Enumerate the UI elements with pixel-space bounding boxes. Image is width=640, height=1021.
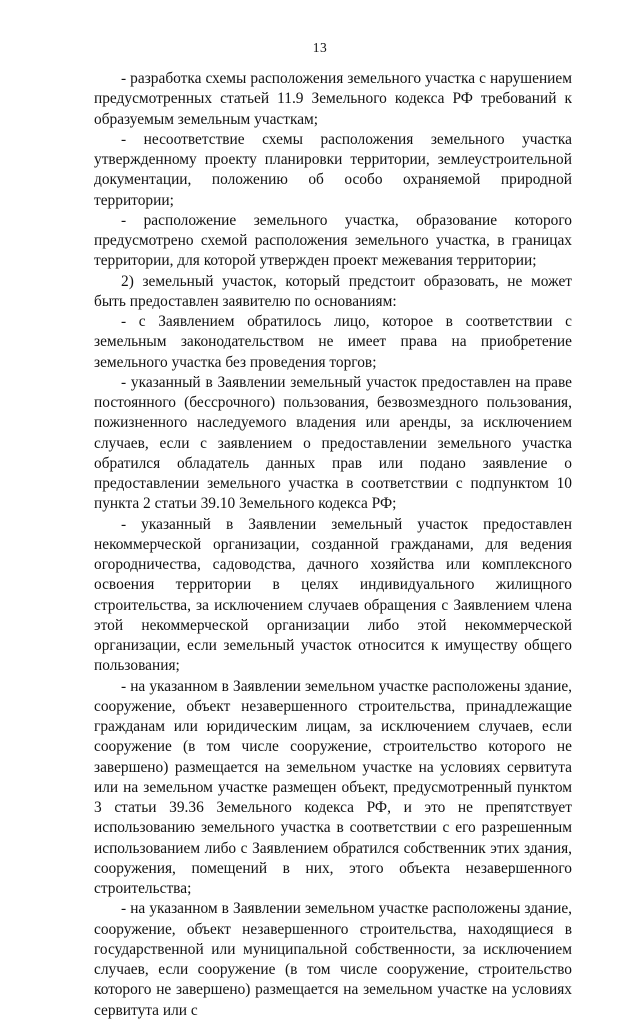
- paragraph-nonprofit-organization: - указанный в Заявлении земельный участок предоставлен некоммерческой организации, созданной гражданами, для ведения огородничества, садоводства, дачного хозяйства или комплексного освоения территории в целях индивидуального жилищного строительства, за исключением случаев обращения с Заявлением члена этой некоммерческой организации либо этой некоммерческой организации, если земельный участок относится к имуществу общего пользования;: [94, 515, 572, 675]
- paragraph-scheme-violation: - разработка схемы расположения земельного участка с нарушением предусмотренных статьей 11.9 Земельного кодекса РФ требований к образуемым земельным участкам;: [94, 70, 572, 128]
- page-number: 13: [312, 40, 328, 55]
- paragraph-applicant-no-right: - с Заявлением обратилось лицо, которое в соответствии с земельным законодательством не имеет права на приобретение земельного участка без проведения торгов;: [94, 313, 572, 371]
- paragraph-state-buildings: - на указанном в Заявлении земельном участке расположены здание, сооружение, объект незавершенного строительства, находящиеся в государственной или муниципальной собственности, за исключением случаев, если сооружение (в том числе сооружение, строительство которого не завершено) размещается на земельном участке на условиях сервитута или с: [94, 900, 572, 1019]
- document-body: [94, 69, 572, 1021]
- paragraph-item-2-intro: 2) земельный участок, который предстоит образовать, не может быть предоставлен заявителю по основаниям:: [94, 272, 572, 310]
- paragraph-plot-already-granted: - указанный в Заявлении земельный участок предоставлен на праве постоянного (бессрочного) пользования, безвозмездного пользования, пожизненного наследуемого владения или аренды, за исключением случаев, если с заявлением о предоставлении земельного участка обратился обладатель данных прав или подано заявление о предоставлении земельного участка в соответствии с подпунктом 10 пункта 2 статьи 39.10 Земельного кодекса РФ;: [94, 373, 572, 513]
- paragraph-scheme-mismatch: - несоответствие схемы расположения земельного участка утвержденному проекту планировки территории, землеустроительной документации, положению об особо охраняемой природной территории;: [94, 130, 572, 209]
- paragraph-plot-location: - расположение земельного участка, образование которого предусмотрено схемой расположения земельного участка, в границах территории, для которой утвержден проект межевания территории;: [94, 211, 572, 270]
- paragraph-private-buildings: - на указанном в Заявлении земельном участке расположены здание, сооружение, объект незавершенного строительства, принадлежащие гражданам или юридическим лицам, за исключением случаев, если сооружение (в том числе сооружение, строительство которого не завершено) размещается на земельном участке на условиях сервитута или на земельном участке размещен объект, предусмотренный пунктом 3 статьи 39.36 Земельного кодекса РФ, и это не препятствует использованию земельного участка в соответствии с его разрешенным использованием либо с Заявлением обратился собственник этих здания, сооружения, помещений в них, этого объекта незавершенного строительства;: [94, 677, 572, 897]
